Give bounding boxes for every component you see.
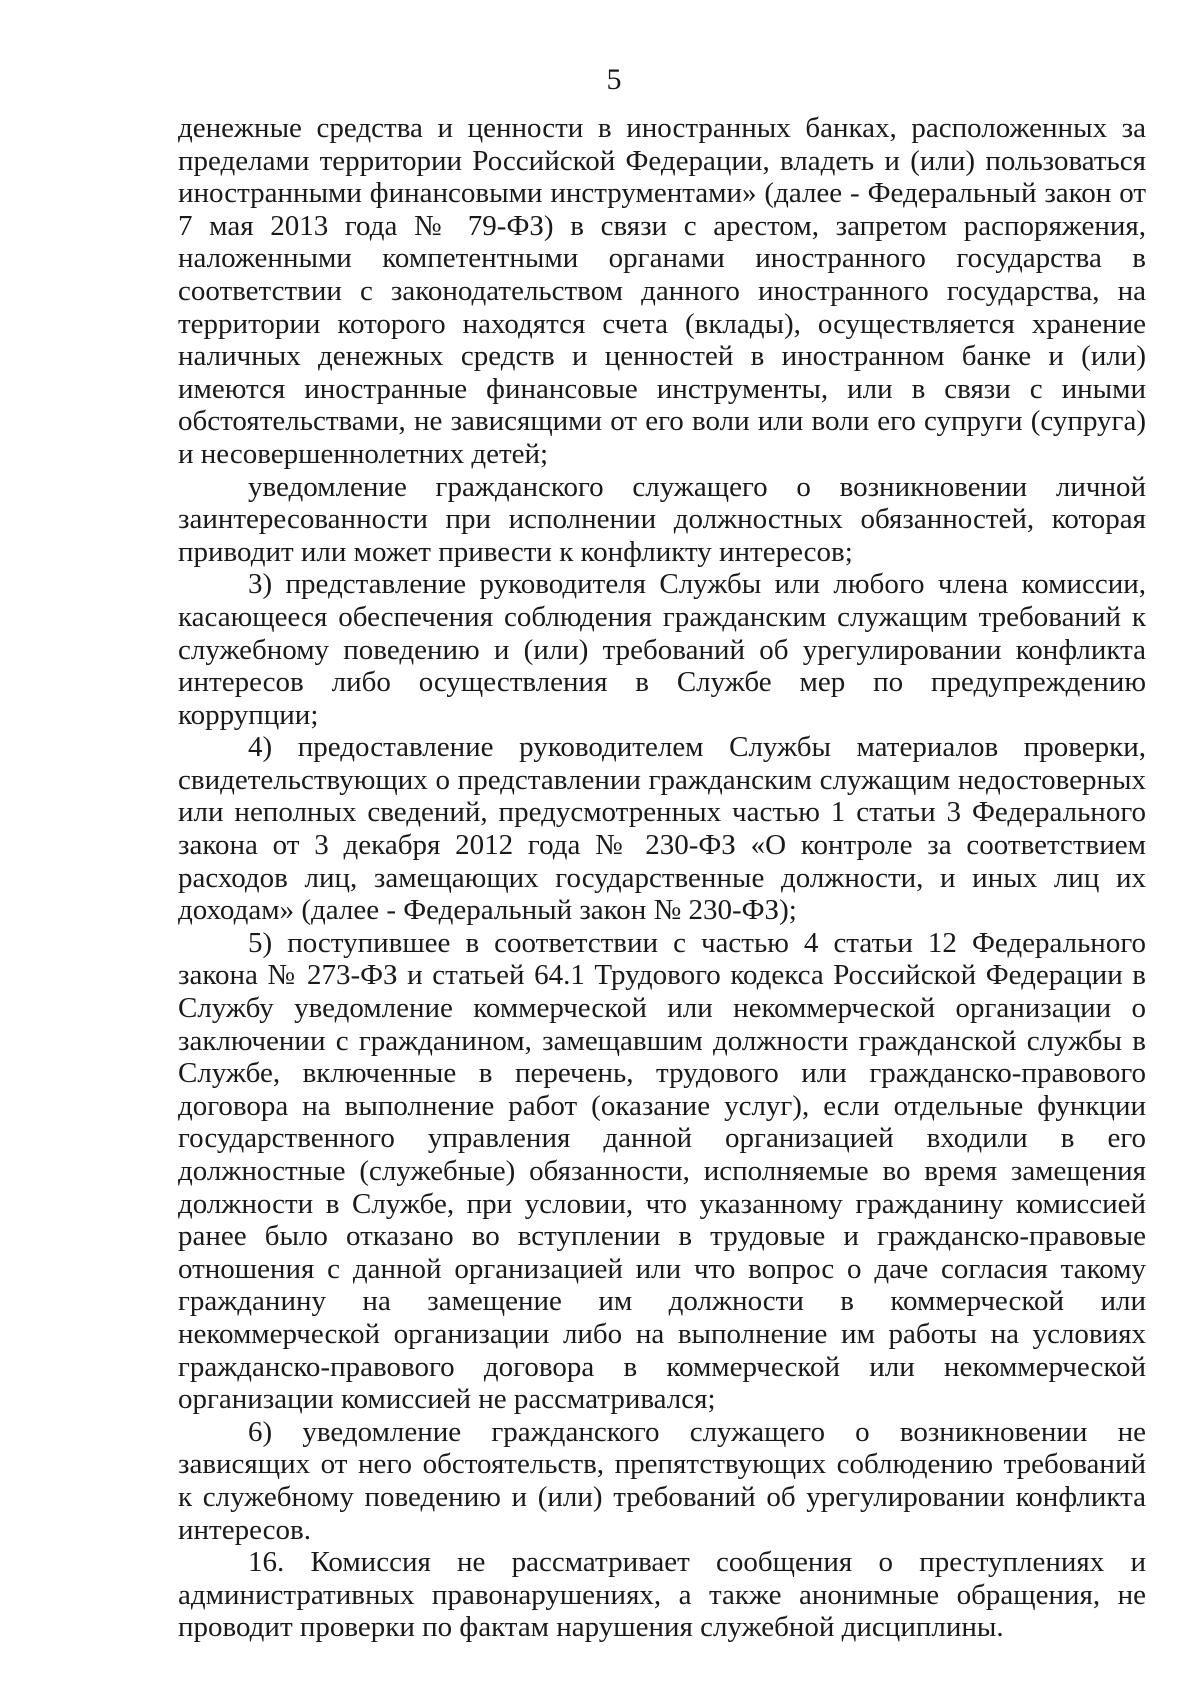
paragraph-continued: денежные средства и ценности в иностранных банках, расположенных за пределами территории Российской Федерации, владеть и (или) пользоваться иностранными финансовыми инструментами» (далее - Федеральный закон от 7 мая 2013 года № 79-ФЗ) в связи с арестом, запретом распоряжения, наложенными компетентными органами иностранного государства в соответствии с законодательством данного иностранного государства, на территории которого находятся счета (вклады), осуществляется хранение наличных денежных средств и ценностей в иностранном банке и (или) имеются иностранные финансовые инструменты, или в связи с иными обстоятельствами, не зависящими от его воли или воли его супруги (супруга) и несовершеннолетних детей;: [178, 112, 1146, 470]
page-number: 5: [606, 63, 622, 96]
paragraph-section-16: 16. Комиссия не рассматривает сообщения о преступлениях и административных правонарушениях, а также анонимные обращения, не проводит проверки по фактам нарушения служебной дисциплины.: [178, 1546, 1146, 1644]
paragraph-item-5: 5) поступившее в соответствии с частью 4 статьи 12 Федерального закона № 273-ФЗ и статьей 64.1 Трудового кодекса Российской Федерации в Службу уведомление коммерческой или некоммерческой организации о заключении с гражданином, замещавшим должности гражданской службы в Службе, включенные в перечень, трудового или гражданско-правового договора на выполнение работ (оказание услуг), если отдельные функции государственного управления данной организацией входили в его должностные (служебные) обязанности, исполняемые во время замещения должности в Службе, при условии, что указанному гражданину комиссией ранее было отказано во вступлении в трудовые и гражданско-правовые отношения с данной организацией или что вопрос о даче согласия такому гражданину на замещение им должности в коммерческой или некоммерческой организации либо на выполнение им работы на условиях гражданско-правового договора в коммерческой или некоммерческой организации комиссией не рассматривался;: [178, 926, 1146, 1416]
paragraph-item-6: 6) уведомление гражданского служащего о возникновении не зависящих от него обстоятельств, препятствующих соблюдению требований к служебному поведению и (или) требований об урегулировании конфликта интересов.: [178, 1415, 1146, 1546]
paragraph-item-3: 3) представление руководителя Службы или любого члена комиссии, касающееся обеспечения соблюдения гражданским служащим требований к служебному поведению и (или) требований об урегулировании конфликта интересов либо осуществления в Службе мер по предупреждению коррупции;: [178, 568, 1146, 731]
paragraph-item-4: 4) предоставление руководителем Службы материалов проверки, свидетельствующих о представлении гражданским служащим недостоверных или неполных сведений, предусмотренных частью 1 статьи 3 Федерального закона от 3 декабря 2012 года № 230-ФЗ «О контроле за соответствием расходов лиц, замещающих государственные должности, и иных лиц их доходам» (далее - Федеральный закон № 230-ФЗ);: [178, 731, 1146, 927]
paragraph-notice-interest: уведомление гражданского служащего о возникновении личной заинтересованности при исполнении должностных обязанностей, которая приводит или может привести к конфликту интересов;: [178, 470, 1146, 568]
document-body: [178, 112, 1146, 1644]
